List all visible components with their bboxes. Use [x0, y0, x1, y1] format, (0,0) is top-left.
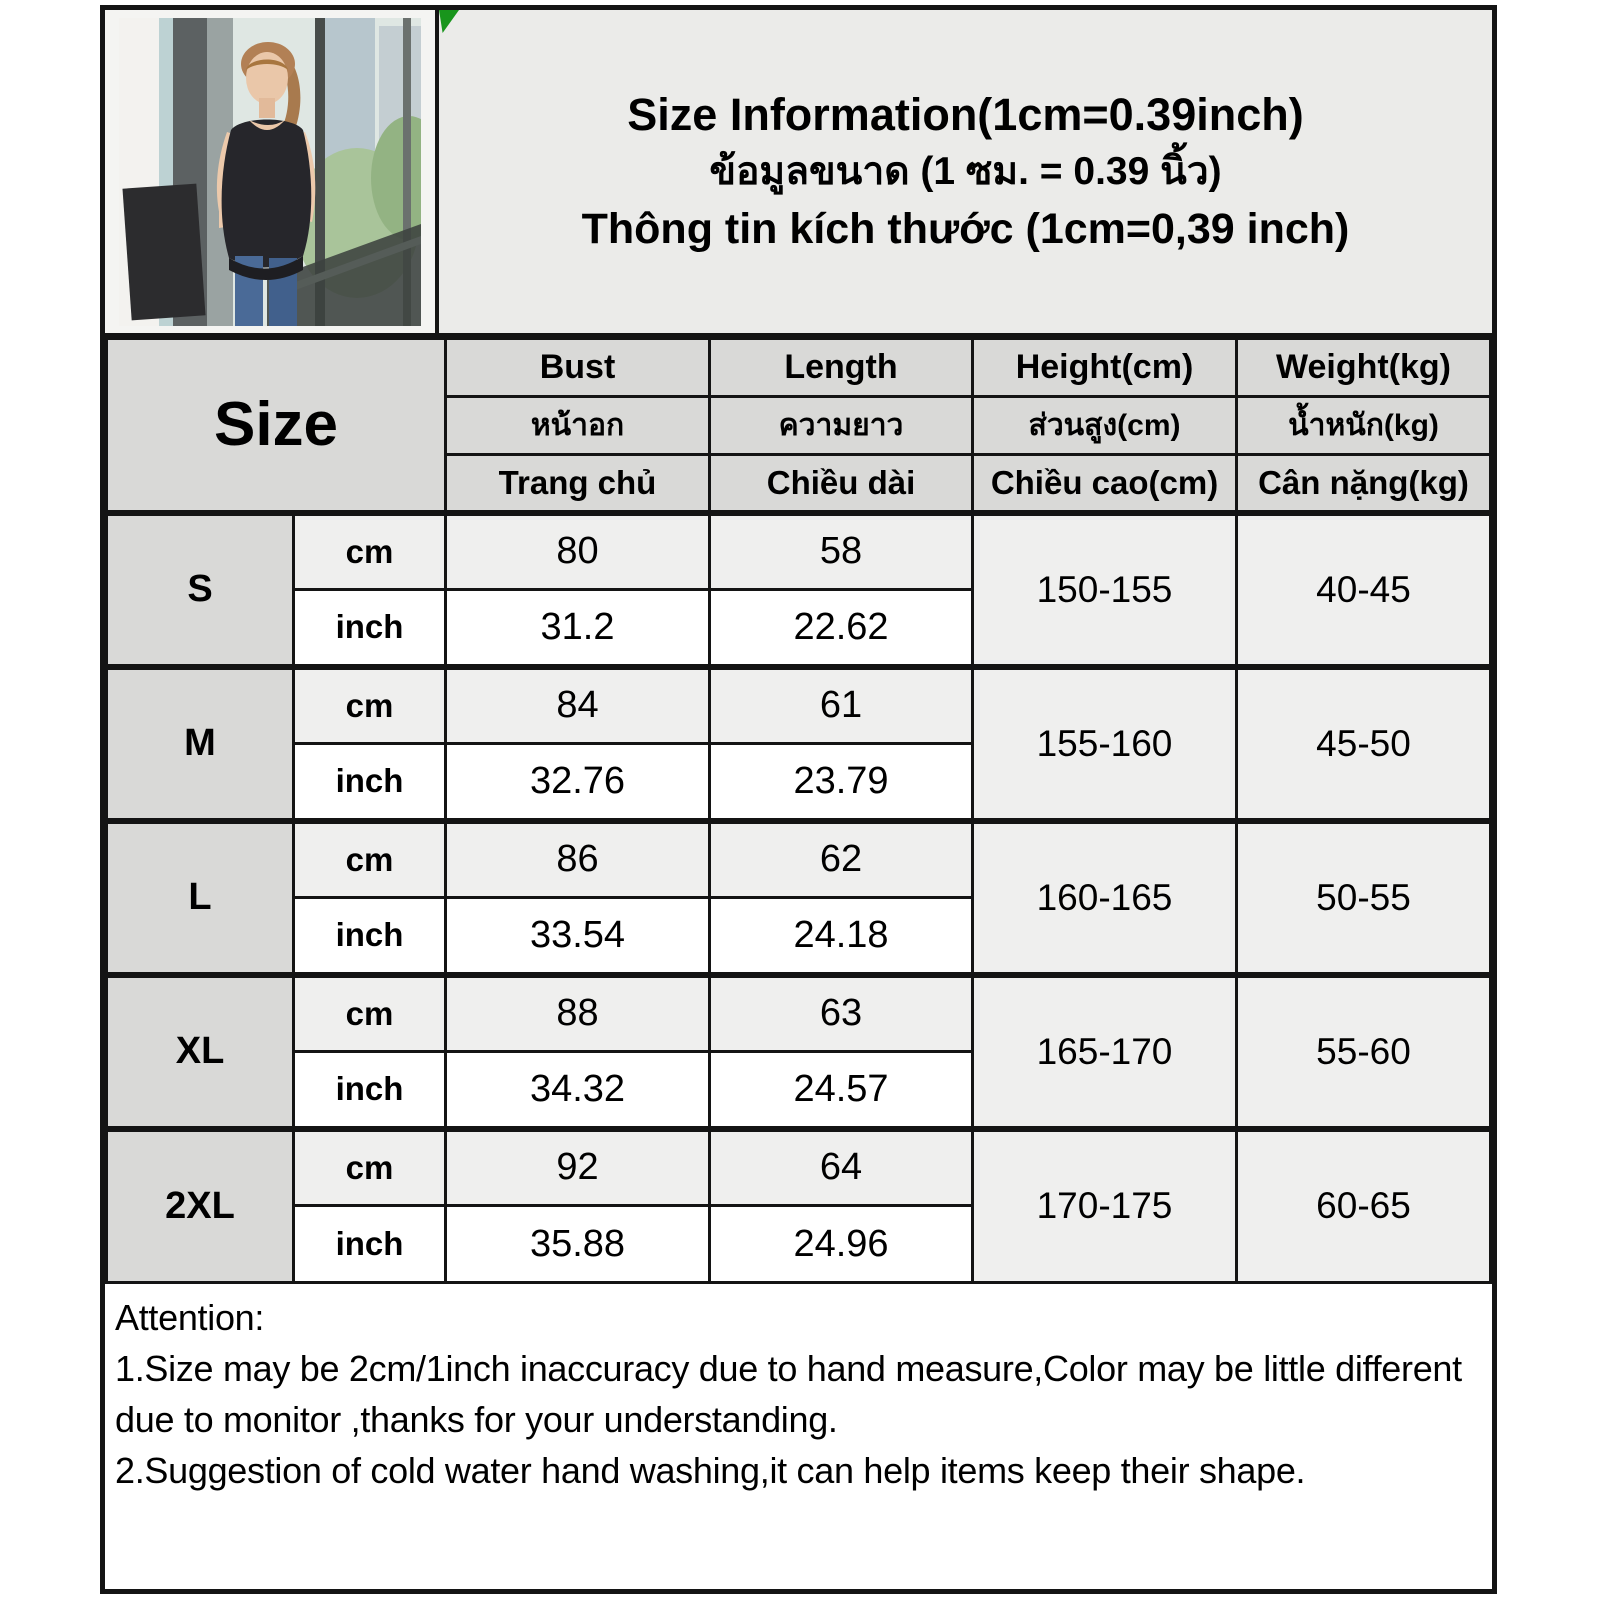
- size-label-s: S: [107, 513, 294, 667]
- top-banner: [105, 10, 1492, 337]
- m-bust-cm: 84: [446, 667, 710, 744]
- 2xl-height-range: 170-175: [973, 1129, 1237, 1283]
- unit-inch: inch: [294, 744, 446, 821]
- attention-section: [105, 1284, 1492, 1589]
- header-length-vi: Chiều dài: [710, 455, 973, 513]
- s-length-cm: 58: [710, 513, 973, 590]
- l-height-range: 160-165: [973, 821, 1237, 975]
- s-height-range: 150-155: [973, 513, 1237, 667]
- model-photo-illustration: [119, 18, 421, 326]
- size-label-xl: XL: [107, 975, 294, 1129]
- unit-cm: cm: [294, 667, 446, 744]
- title-thai: ข้อมูลขนาด (1 ซม. = 0.39 นิ้ว): [709, 150, 1222, 194]
- m-length-cm: 61: [710, 667, 973, 744]
- attention-heading: Attention:: [115, 1297, 265, 1338]
- unit-cm: cm: [294, 821, 446, 898]
- xl-weight-range: 55-60: [1237, 975, 1491, 1129]
- header-weight-th: น้ำหนัก(kg): [1237, 397, 1491, 455]
- m-weight-range: 45-50: [1237, 667, 1491, 821]
- size-label-l: L: [107, 821, 294, 975]
- l-length-cm: 62: [710, 821, 973, 898]
- size-label-m: M: [107, 667, 294, 821]
- 2xl-length-cm: 64: [710, 1129, 973, 1206]
- size-info-title-block: [439, 10, 1492, 333]
- 2xl-bust-cm: 92: [446, 1129, 710, 1206]
- xl-bust-inch: 34.32: [446, 1052, 710, 1129]
- unit-inch: inch: [294, 898, 446, 975]
- header-weight-vi: Cân nặng(kg): [1237, 455, 1491, 513]
- attention-note-1: 1.Size may be 2cm/1inch inaccuracy due to hand measure,Color may be little different due to monitor ,thanks for your understanding.: [115, 1348, 1462, 1441]
- s-bust-cm: 80: [446, 513, 710, 590]
- l-bust-cm: 86: [446, 821, 710, 898]
- l-length-inch: 24.18: [710, 898, 973, 975]
- m-length-inch: 23.79: [710, 744, 973, 821]
- s-bust-inch: 31.2: [446, 590, 710, 667]
- header-bust-th: หน้าอก: [446, 397, 710, 455]
- s-weight-range: 40-45: [1237, 513, 1491, 667]
- header-height-th: ส่วนสูง(cm): [973, 397, 1237, 455]
- unit-inch: inch: [294, 590, 446, 667]
- header-bust-vi: Trang chủ: [446, 455, 710, 513]
- header-length-th: ความยาว: [710, 397, 973, 455]
- unit-cm: cm: [294, 513, 446, 590]
- xl-bust-cm: 88: [446, 975, 710, 1052]
- unit-cm: cm: [294, 975, 446, 1052]
- xl-length-cm: 63: [710, 975, 973, 1052]
- m-height-range: 155-160: [973, 667, 1237, 821]
- attention-note-2: 2.Suggestion of cold water hand washing,it can help items keep their shape.: [115, 1450, 1306, 1492]
- size-table: [105, 337, 1492, 1284]
- 2xl-weight-range: 60-65: [1237, 1129, 1491, 1283]
- product-photo: [105, 10, 439, 333]
- unit-inch: inch: [294, 1206, 446, 1283]
- header-length-en: Length: [710, 339, 973, 397]
- 2xl-length-inch: 24.96: [710, 1206, 973, 1283]
- xl-height-range: 165-170: [973, 975, 1237, 1129]
- 2xl-bust-inch: 35.88: [446, 1206, 710, 1283]
- header-bust-en: Bust: [446, 339, 710, 397]
- xl-length-inch: 24.57: [710, 1052, 973, 1129]
- size-chart-sheet: [100, 5, 1497, 1594]
- l-weight-range: 50-55: [1237, 821, 1491, 975]
- size-header-cell: Size: [107, 339, 446, 513]
- s-length-inch: 22.62: [710, 590, 973, 667]
- size-label-2xl: 2XL: [107, 1129, 294, 1283]
- m-bust-inch: 32.76: [446, 744, 710, 821]
- header-height-vi: Chiều cao(cm): [973, 455, 1237, 513]
- unit-inch: inch: [294, 1052, 446, 1129]
- title-vietnamese: Thông tin kích thước (1cm=0,39 inch): [581, 204, 1350, 253]
- header-height-en: Height(cm): [973, 339, 1237, 397]
- l-bust-inch: 33.54: [446, 898, 710, 975]
- title-english: Size Information(1cm=0.39inch): [627, 88, 1304, 140]
- header-weight-en: Weight(kg): [1237, 339, 1491, 397]
- unit-cm: cm: [294, 1129, 446, 1206]
